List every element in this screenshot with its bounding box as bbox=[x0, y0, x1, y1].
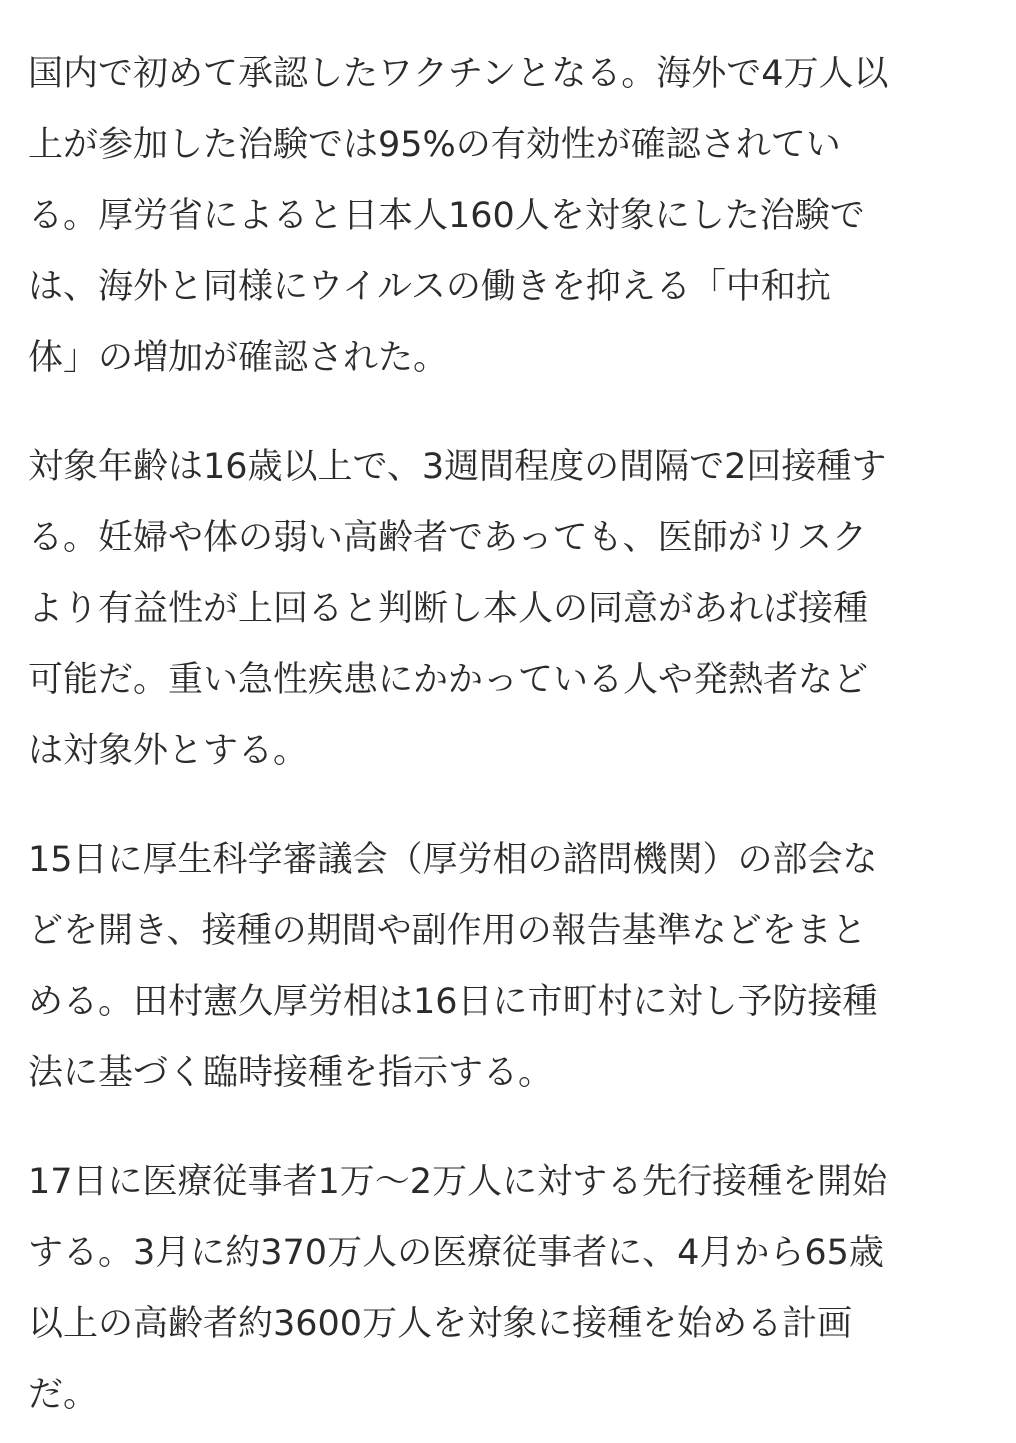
paragraph-line: どを開き、接種の期間や副作用の報告基準などをまと bbox=[28, 911, 867, 951]
paragraph-line: 対象年齢は16歳以上で、3週間程度の間隔で2回接種す bbox=[28, 447, 887, 487]
paragraph-line: 法に基づく臨時接種を指示する。 bbox=[28, 1053, 554, 1093]
paragraph-4 bbox=[28, 1147, 1008, 1431]
paragraph-line: 上が参加した治験では95%の有効性が確認されてい bbox=[28, 125, 841, 165]
paragraph-line: 15日に厚生科学審議会（厚労相の諮問機関）の部会な bbox=[28, 840, 878, 880]
article-body bbox=[28, 0, 1008, 1431]
paragraph-line: 可能だ。重い急性疾患にかかっている人や発熱者など bbox=[28, 660, 869, 700]
paragraph-1 bbox=[28, 39, 1008, 394]
paragraph-line: める。田村憲久厚労相は16日に市町村に対し予防接種 bbox=[28, 982, 878, 1022]
paragraph-line: する。3月に約370万人の医療従事者に、4月から65歳 bbox=[28, 1233, 884, 1273]
paragraph-line: だ。 bbox=[28, 1375, 99, 1415]
paragraph-gap bbox=[28, 394, 1008, 432]
paragraph-line: 国内で初めて承認したワクチンとなる。海外で4万人以 bbox=[28, 54, 889, 94]
paragraph-2 bbox=[28, 432, 1008, 787]
paragraph-3 bbox=[28, 825, 1008, 1109]
paragraph-line: 体」の増加が確認された。 bbox=[28, 338, 449, 378]
paragraph-gap bbox=[28, 1109, 1008, 1147]
paragraph-line: 17日に医療従事者1万～2万人に対する先行接種を開始 bbox=[28, 1162, 888, 1202]
paragraph-line: は対象外とする。 bbox=[28, 731, 309, 771]
paragraph-line: る。厚労省によると日本人160人を対象にした治験で bbox=[28, 196, 865, 236]
top-spacer bbox=[28, 0, 1008, 39]
paragraph-line: る。妊婦や体の弱い高齢者であっても、医師がリスク bbox=[28, 518, 867, 558]
paragraph-line: 以上の高齢者約3600万人を対象に接種を始める計画 bbox=[28, 1304, 853, 1344]
paragraph-gap bbox=[28, 787, 1008, 825]
paragraph-line: より有益性が上回ると判断し本人の同意があれば接種 bbox=[28, 589, 869, 629]
paragraph-line: は、海外と同様にウイルスの働きを抑える「中和抗 bbox=[28, 267, 831, 307]
